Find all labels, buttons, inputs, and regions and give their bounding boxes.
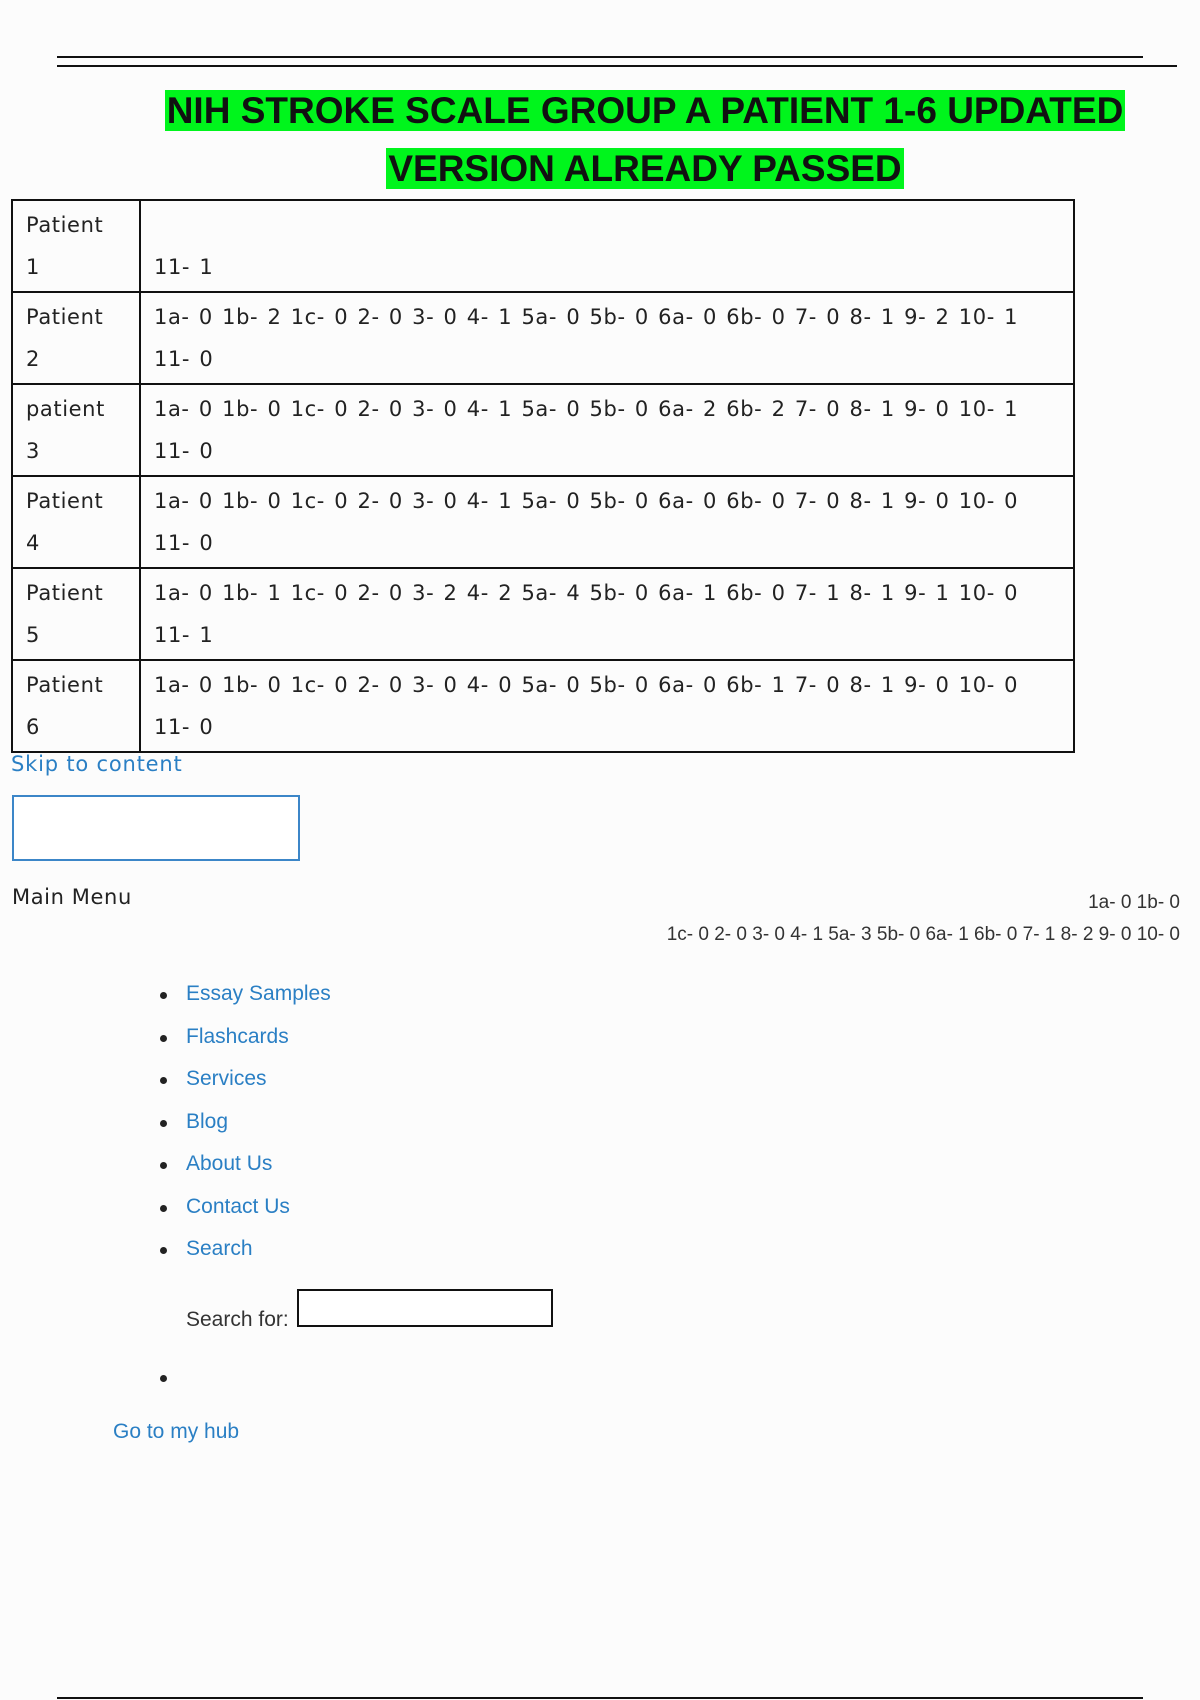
search-label: Search for:	[186, 1308, 289, 1331]
top-rule-2	[57, 65, 1177, 67]
menu-link[interactable]: Contact Us	[186, 1194, 290, 1218]
menu-item-flashcards	[154, 1016, 331, 1059]
skip-to-content-link[interactable]: Skip to content	[11, 752, 183, 776]
main-menu-label: Main Menu	[12, 885, 132, 909]
patient-label: Patient 4	[12, 476, 140, 568]
search-input[interactable]	[297, 1289, 553, 1327]
menu-link[interactable]: Search	[186, 1237, 253, 1260]
table-row	[12, 200, 1074, 292]
menu-item-services	[154, 1058, 331, 1101]
patient-label: Patient 1	[12, 200, 140, 292]
menu-link[interactable]: Flashcards	[186, 1024, 289, 1048]
menu-item-contact-us	[154, 1186, 331, 1229]
side-note-line-2: 1c- 0 2- 0 3- 0 4- 1 5a- 3 5b- 0 6a- 1 6b- 0 7- 1 8- 2 9- 0 10- 0	[666, 924, 1180, 945]
patient-scores: 1a- 0 1b- 0 1c- 0 2- 0 3- 0 4- 1 5a- 0 5b- 0 6a- 0 6b- 0 7- 0 8- 1 9- 0 10- 0 11- 0	[140, 476, 1074, 568]
bottom-rule	[57, 1697, 1143, 1699]
table-row	[12, 568, 1074, 660]
table-row	[12, 384, 1074, 476]
table-row	[12, 292, 1074, 384]
menu-item-blog	[154, 1101, 331, 1144]
nihss-scores-table	[11, 199, 1075, 753]
table-row	[12, 660, 1074, 752]
patient-scores: 11- 1	[140, 200, 1074, 292]
menu-link[interactable]: Services	[186, 1067, 267, 1090]
menu-link[interactable]: Essay Samples	[186, 982, 331, 1005]
menu-link[interactable]: Blog	[186, 1109, 229, 1133]
patient-scores: 1a- 0 1b- 1 1c- 0 2- 0 3- 2 4- 2 5a- 4 5b- 0 6a- 1 6b- 0 7- 1 8- 1 9- 1 10- 0 11- 1	[140, 568, 1074, 660]
page-title	[0, 82, 1200, 198]
menu-item-search	[154, 1228, 331, 1271]
patient-scores: 1a- 0 1b- 0 1c- 0 2- 0 3- 0 4- 0 5a- 0 5b- 0 6a- 0 6b- 1 7- 0 8- 1 9- 0 10- 0 11- 0	[140, 660, 1074, 752]
patient-label: Patient 2	[12, 292, 140, 384]
header-search-box[interactable]	[12, 795, 300, 861]
patient-label: Patient 5	[12, 568, 140, 660]
patient-scores: 1a- 0 1b- 0 1c- 0 2- 0 3- 0 4- 1 5a- 0 5b- 0 6a- 2 6b- 2 7- 0 8- 1 9- 0 10- 1 11- 0	[140, 384, 1074, 476]
go-to-hub-link[interactable]: Go to my hub	[113, 1420, 240, 1443]
side-score-note	[667, 887, 1180, 951]
top-rule-1	[57, 56, 1143, 58]
main-menu	[154, 973, 331, 1271]
side-note-line-1: 1a- 0 1b- 0	[1088, 892, 1180, 913]
patient-label: patient 3	[12, 384, 140, 476]
table-row	[12, 476, 1074, 568]
menu-link[interactable]: About Us	[186, 1152, 273, 1175]
title-line-1: NIH STROKE SCALE GROUP A PATIENT 1-6 UPDATED	[166, 90, 1124, 131]
title-line-2: VERSION ALREADY PASSED	[388, 148, 902, 189]
menu-item-about-us	[154, 1143, 331, 1186]
empty-list-bullet	[160, 1375, 167, 1382]
patient-label: Patient 6	[12, 660, 140, 752]
patient-scores: 1a- 0 1b- 2 1c- 0 2- 0 3- 0 4- 1 5a- 0 5b- 0 6a- 0 6b- 0 7- 0 8- 1 9- 2 10- 1 11- 0	[140, 292, 1074, 384]
menu-item-essay-samples	[154, 973, 331, 1016]
